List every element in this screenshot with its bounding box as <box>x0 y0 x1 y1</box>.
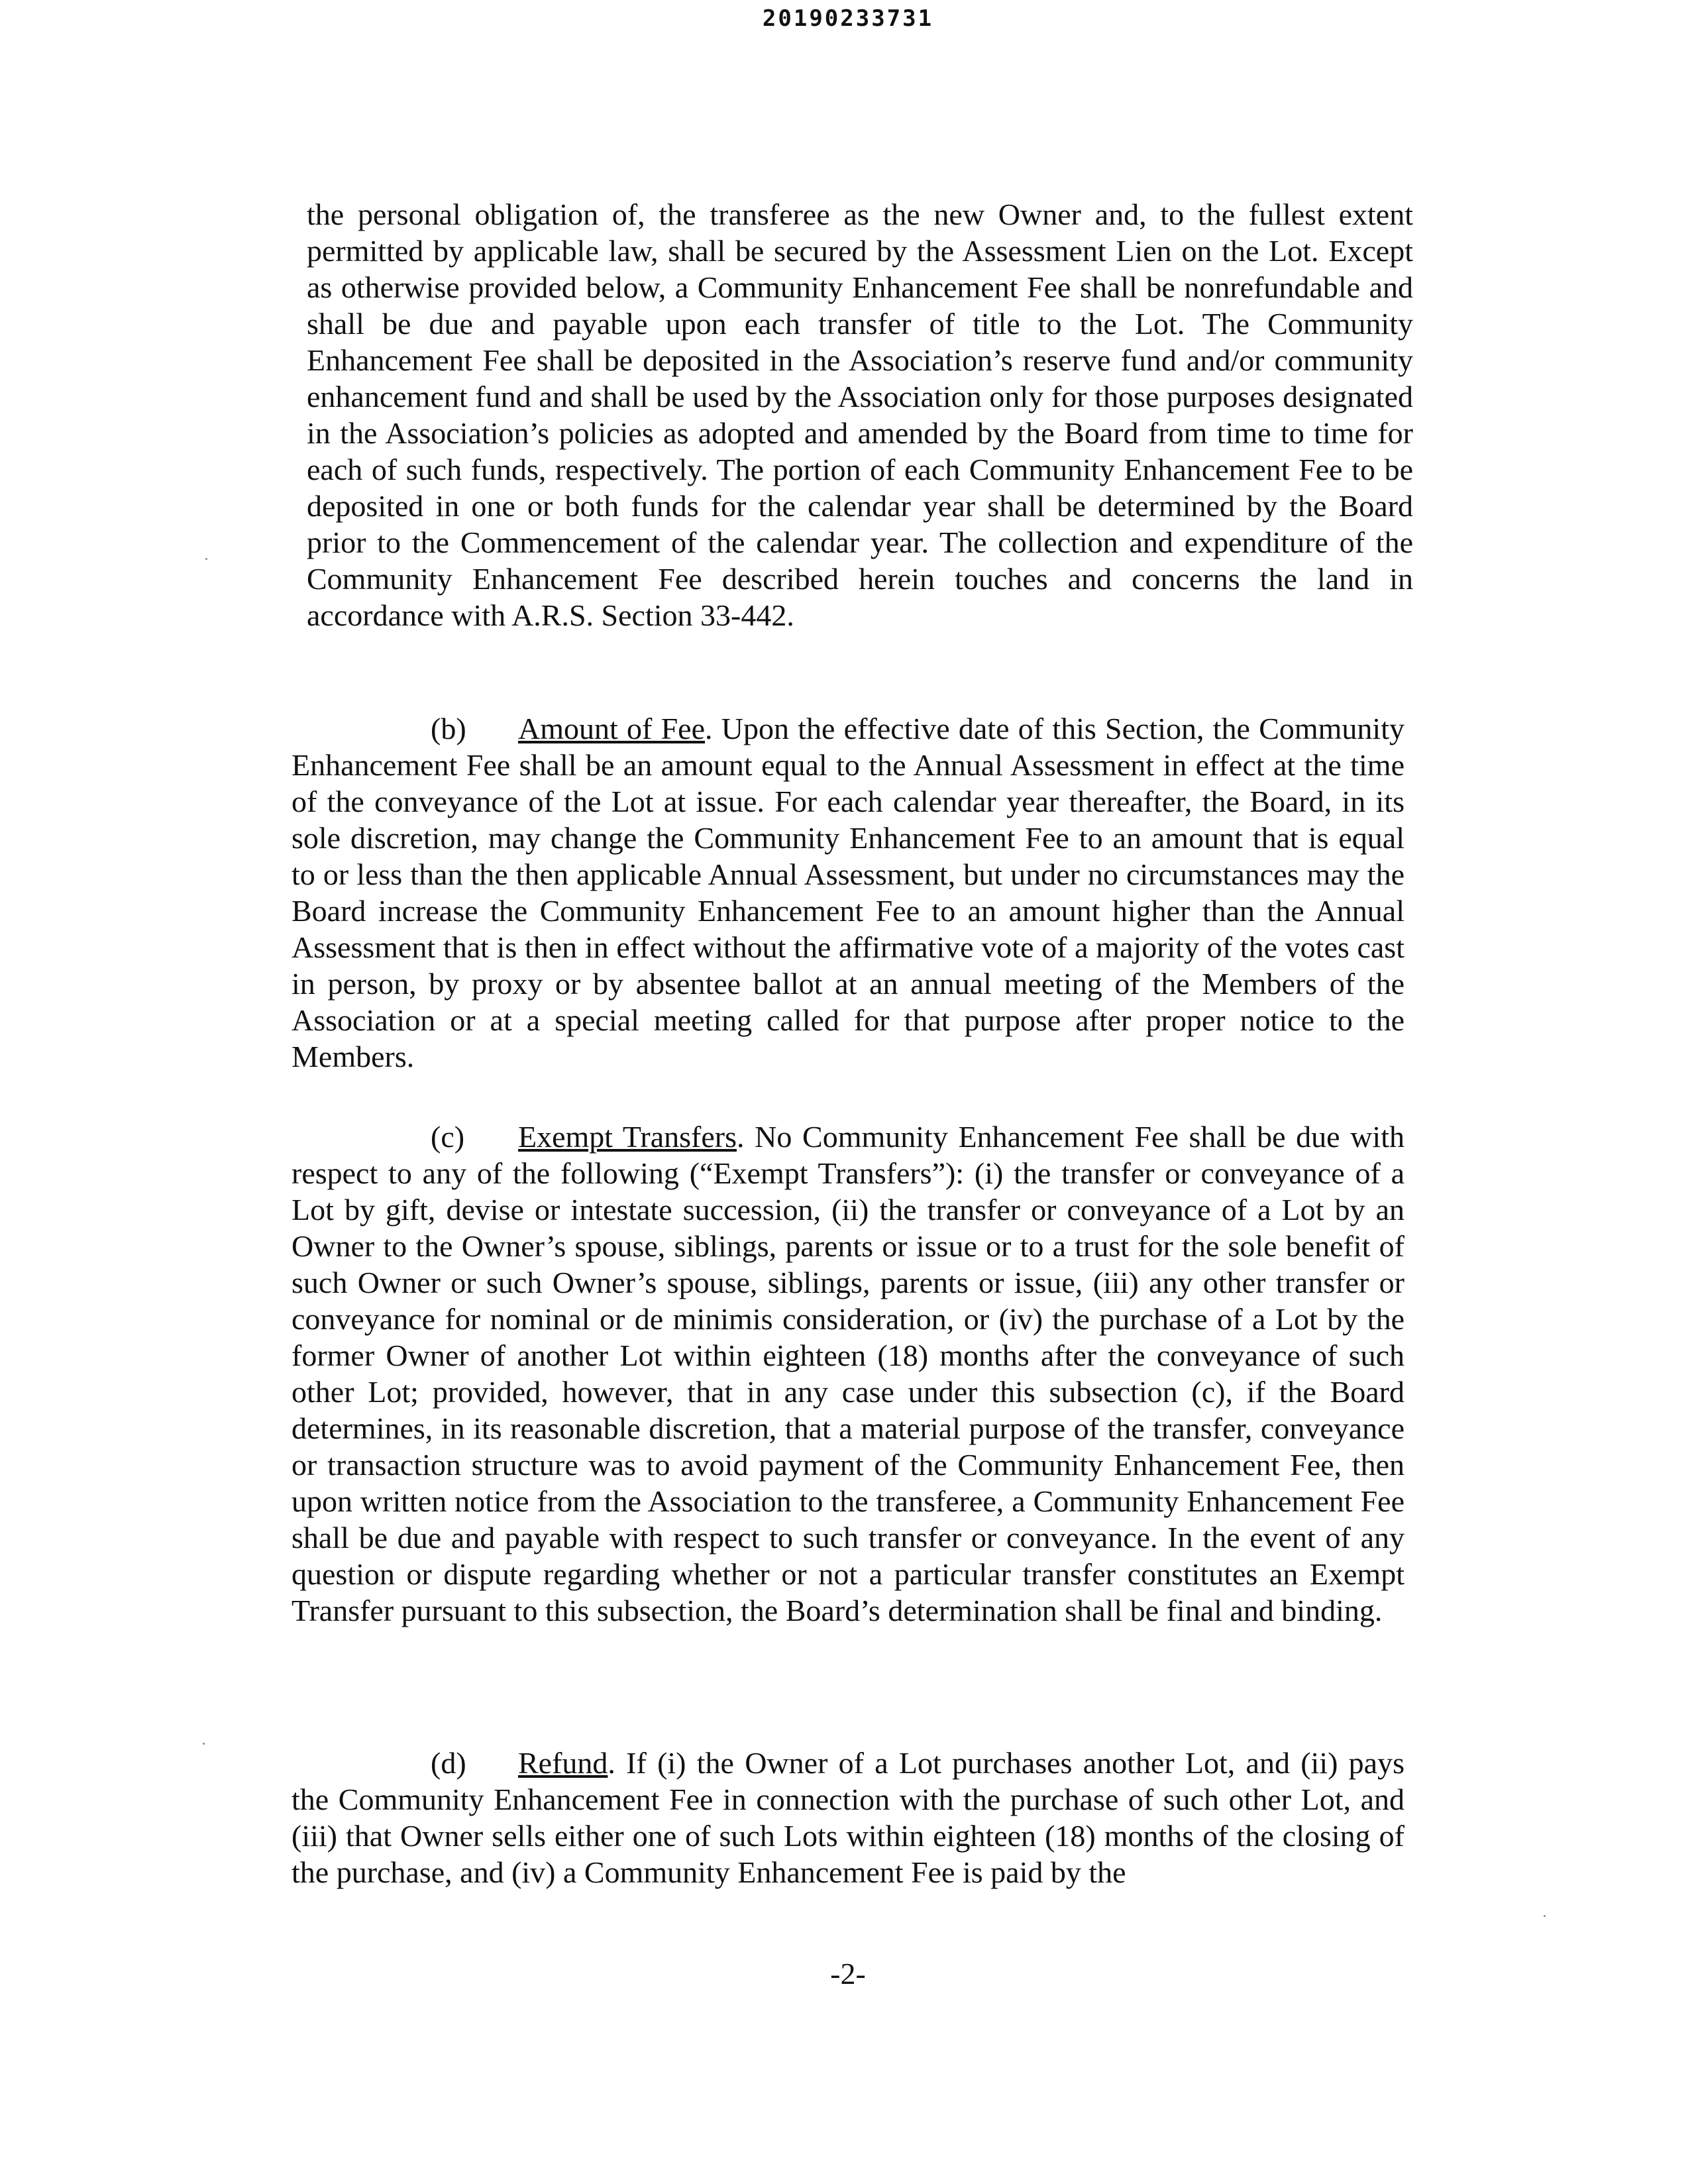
paragraph-c-label: (c) <box>431 1120 465 1154</box>
paragraph-d <box>292 1745 1404 1890</box>
paragraph-c-text: . No Community Enhancement Fee shall be due with respect to any of the following (“Exempt Transfers”): (i) the transfer or conveyance of a Lot by gift, devise or intestate succession, (ii) the transfer or conveyance of a Lot by an Owner to the Owner’s spouse, siblings, parents or issue or to a trust for the sole benefit of such Owner or such Owner’s spouse, siblings, parents or issue, (iii) any other transfer or conveyance for nominal or de minimis consideration, or (iv) the purchase of a Lot by the former Owner of another Lot within eighteen (18) months after the conveyance of such other Lot; provided, however, that in any case under this subsection (c), if the Board determines, in its reasonable discretion, that a material purpose of the transfer, conveyance or transaction structure was to avoid payment of the Community Enhancement Fee, then upon written notice from the Association to the transferee, a Community Enhancement Fee shall be due and payable with respect to such transfer or conveyance. In the event of any question or dispute regarding whether or not a particular transfer constitutes an Exempt Transfer pursuant to this subsection, the Board’s determination shall be final and binding. <box>292 1120 1404 1627</box>
paragraph-b <box>292 710 1404 1075</box>
paragraph-d-label: (d) <box>431 1746 466 1780</box>
paragraph-b-body <box>292 710 1404 1075</box>
paragraph-c-body <box>292 1119 1404 1629</box>
paragraph-d-text: . If (i) the Owner of a Lot purchases another Lot, and (ii) pays the Community Enhancement Fee in connection with the purchase of such other Lot, and (iii) that Owner sells either one of such Lots within eighteen (18) months of the closing of the purchase, and (iv) a Community Enhancement Fee is paid by the <box>292 1746 1404 1889</box>
page-number: -2- <box>830 1957 866 1991</box>
paragraph-c-heading: Exempt Transfers <box>518 1120 737 1154</box>
scan-speck <box>1544 1915 1546 1917</box>
paragraph-a-continued-text: the personal obligation of, the transferee as the new Owner and, to the fullest extent permitted by applicable law, shall be secured by the Assessment Lien on the Lot. Except as otherwise provided below, a Community Enhancement Fee shall be nonrefundable and shall be due and payable upon each transfer of title to the Lot. The Community Enhancement Fee shall be deposited in the Association’s reserve fund and/or community enhancement fund and shall be used by the Association only for those purposes designated in the Association’s policies as adopted and amended by the Board from time to time for each of such funds, respectively. The portion of each Community Enhancement Fee to be deposited in one or both funds for the calendar year shall be determined by the Board prior to the Commencement of the calendar year. The collection and expenditure of the Community Enhancement Fee described herein touches and concerns the land in accordance with A.R.S. Section 33-442. <box>307 197 1413 632</box>
paragraph-d-heading: Refund <box>518 1746 608 1780</box>
paragraph-continuation <box>307 196 1413 633</box>
paragraph-b-label: (b) <box>431 712 466 745</box>
paragraph-b-heading: Amount of Fee <box>518 712 705 745</box>
scan-speck <box>203 1743 205 1745</box>
scan-speck <box>205 558 207 560</box>
paragraph-c <box>292 1119 1404 1629</box>
paragraph-b-text: . Upon the effective date of this Section, the Community Enhancement Fee shall be an amount equal to the Annual Assessment in effect at the time of the conveyance of the Lot at issue. For each calendar year thereafter, the Board, in its sole discretion, may change the Community Enhancement Fee to an amount that is equal to or less than the then applicable Annual Assessment, but under no circumstances may the Board increase the Community Enhancement Fee to an amount higher than the Annual Assessment that is then in effect without the affirmative vote of a majority of the votes cast in person, by proxy or by absentee ballot at an annual meeting of the Members of the Association or at a special meeting called for that purpose after proper notice to the Members. <box>292 712 1404 1073</box>
paragraph-d-body <box>292 1745 1404 1890</box>
document-number: 20190233731 <box>762 5 934 32</box>
